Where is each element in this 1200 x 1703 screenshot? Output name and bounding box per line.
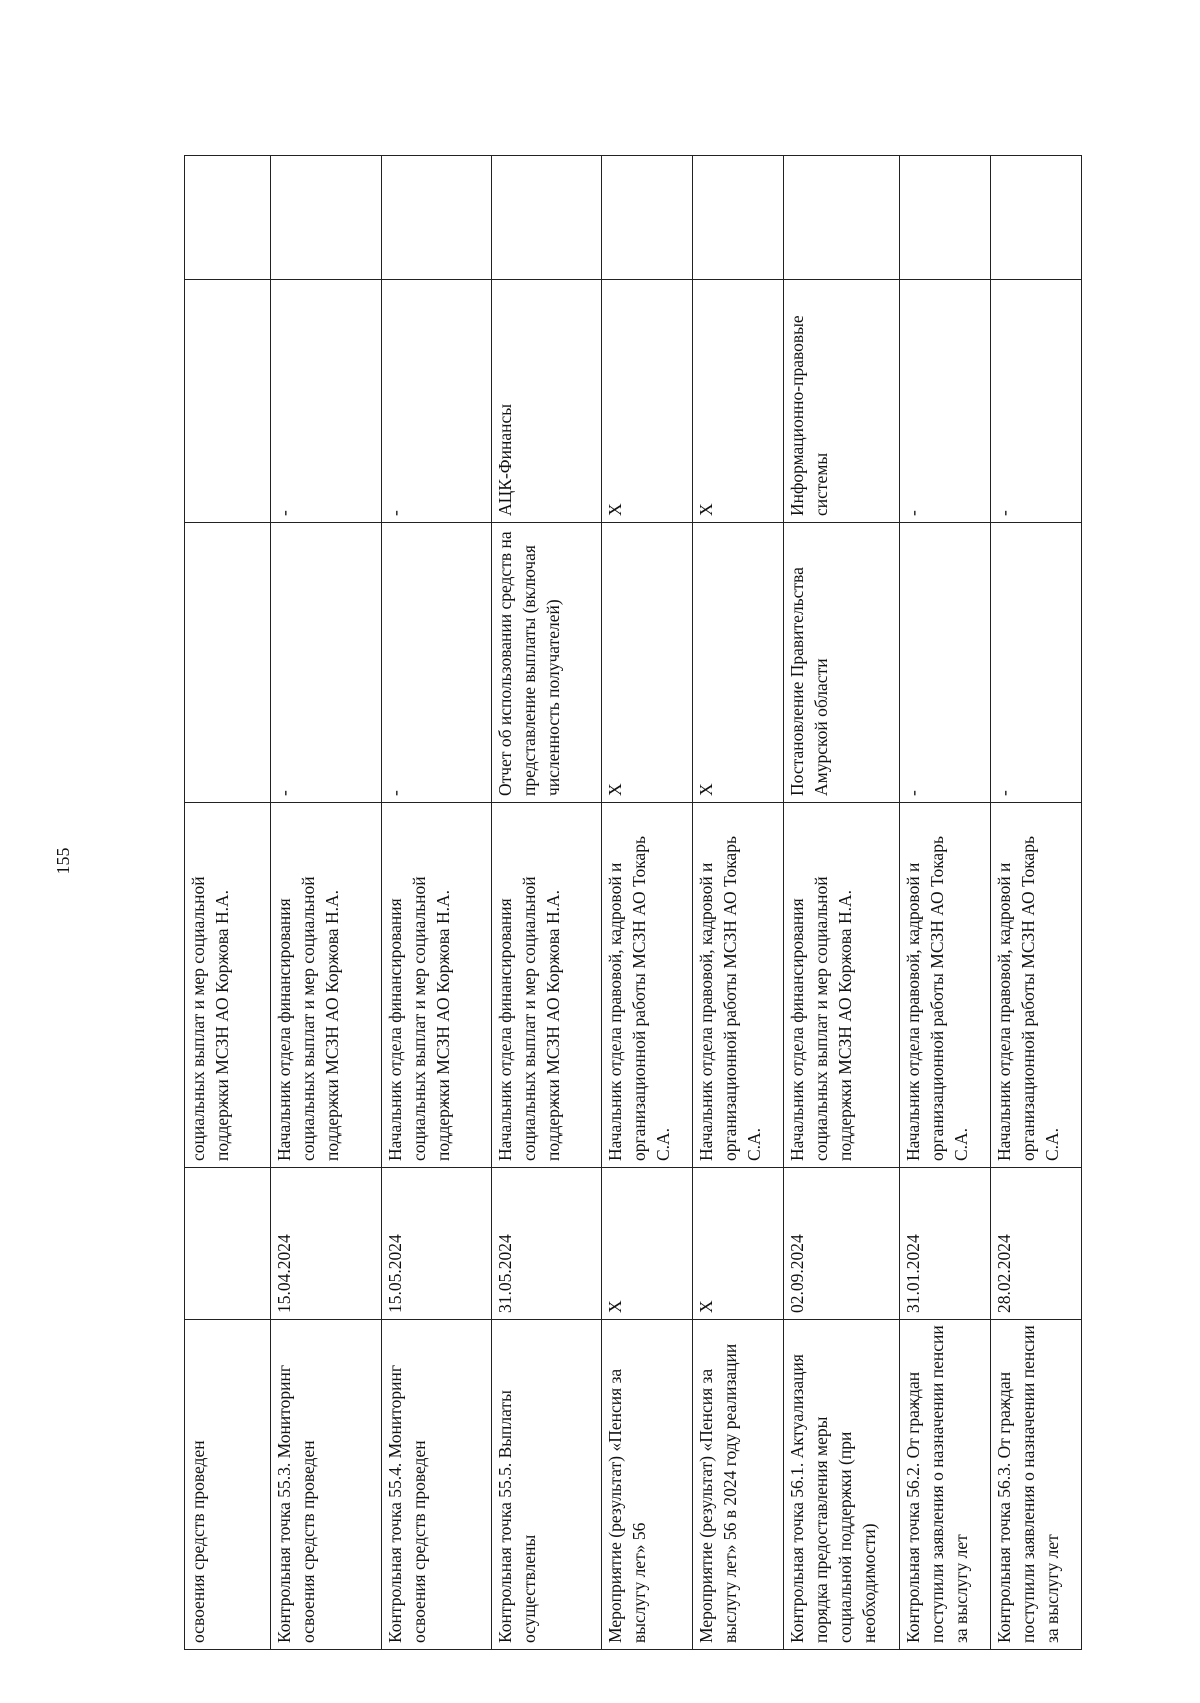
table-cell-responsible: Начальник отдела правовой, кадровой и организационной работы МСЗН АО Токарь С.А. xyxy=(900,803,991,1168)
table-cell-extra xyxy=(900,156,991,280)
rotated-table-container xyxy=(184,156,1082,1650)
table-cell-responsible: Начальник отдела правовой, кадровой и организационной работы МСЗН АО Токарь С.А. xyxy=(602,803,693,1168)
table-cell-date xyxy=(185,1168,271,1320)
table-cell-system: X xyxy=(602,280,693,523)
table-row xyxy=(271,156,381,1650)
table-row xyxy=(185,156,271,1650)
table-cell-name: Контрольная точка 55.5. Выплаты осуществлены xyxy=(491,1320,601,1650)
table-row xyxy=(381,156,491,1650)
table-cell-document: - xyxy=(900,523,991,803)
table-cell-system: - xyxy=(381,280,491,523)
table-row xyxy=(900,156,991,1650)
table-cell-date: 02.09.2024 xyxy=(783,1168,900,1320)
table-cell-document: - xyxy=(381,523,491,803)
table-cell-document: - xyxy=(991,523,1082,803)
table-cell-system: АЦК-Финансы xyxy=(491,280,601,523)
table-cell-system: - xyxy=(900,280,991,523)
table-cell-name: Контрольная точка 55.3. Мониторинг освоения средств проведен xyxy=(271,1320,381,1650)
table-cell-name: Мероприятие (результат) «Пенсия за выслугу лет» 56 xyxy=(602,1320,693,1650)
table-cell-system xyxy=(185,280,271,523)
table-cell-date: X xyxy=(602,1168,693,1320)
table-cell-name: Контрольная точка 56.1. Актуализация порядка предоставления меры социальной поддержки (при необходимости) xyxy=(783,1320,900,1650)
table-cell-document: - xyxy=(271,523,381,803)
table-cell-responsible: социальных выплат и мер социальной поддержки МСЗН АО Коржова Н.А. xyxy=(185,803,271,1168)
table-cell-responsible: Начальник отдела финансирования социальных выплат и мер социальной поддержки МСЗН АО Коржова Н.А. xyxy=(491,803,601,1168)
table-cell-extra xyxy=(692,156,783,280)
table-cell-date: 31.01.2024 xyxy=(900,1168,991,1320)
table-cell-name: Контрольная точка 56.3. От граждан поступили заявления о назначении пенсии за выслугу лет xyxy=(991,1320,1082,1650)
table-cell-name: освоения средств проведен xyxy=(185,1320,271,1650)
table-cell-document: Отчет об использовании средств на представление выплаты (включая численность получателей) xyxy=(491,523,601,803)
table-cell-date: X xyxy=(692,1168,783,1320)
table-cell-date: 15.05.2024 xyxy=(381,1168,491,1320)
table-cell-responsible: Начальник отдела правовой, кадровой и организационной работы МСЗН АО Токарь С.А. xyxy=(692,803,783,1168)
table-cell-extra xyxy=(991,156,1082,280)
table-cell-date: 15.04.2024 xyxy=(271,1168,381,1320)
table-cell-system: Информационно-правовые системы xyxy=(783,280,900,523)
table-body xyxy=(185,156,1082,1650)
table-cell-document: X xyxy=(602,523,693,803)
table-cell-name: Контрольная точка 56.2. От граждан поступили заявления о назначении пенсии за выслугу лет xyxy=(900,1320,991,1650)
table-row xyxy=(491,156,601,1650)
table-row xyxy=(692,156,783,1650)
table-cell-responsible: Начальник отдела правовой, кадровой и организационной работы МСЗН АО Токарь С.А. xyxy=(991,803,1082,1168)
table-cell-extra xyxy=(185,156,271,280)
table-cell-system: - xyxy=(271,280,381,523)
page-number: 155 xyxy=(53,847,73,875)
table-cell-extra xyxy=(602,156,693,280)
table-cell-date: 31.05.2024 xyxy=(491,1168,601,1320)
table-cell-name: Контрольная точка 55.4. Мониторинг освоения средств проведен xyxy=(381,1320,491,1650)
table-cell-responsible: Начальник отдела финансирования социальных выплат и мер социальной поддержки МСЗН АО Коржова Н.А. xyxy=(783,803,900,1168)
table-cell-extra xyxy=(381,156,491,280)
table-row xyxy=(991,156,1082,1650)
table-cell-extra xyxy=(271,156,381,280)
table-row xyxy=(602,156,693,1650)
table-cell-responsible: Начальник отдела финансирования социальных выплат и мер социальной поддержки МСЗН АО Коржова Н.А. xyxy=(381,803,491,1168)
table-cell-extra xyxy=(491,156,601,280)
table-cell-system: - xyxy=(991,280,1082,523)
table-cell-document: X xyxy=(692,523,783,803)
table-cell-date: 28.02.2024 xyxy=(991,1168,1082,1320)
table-cell-responsible: Начальник отдела финансирования социальных выплат и мер социальной поддержки МСЗН АО Коржова Н.А. xyxy=(271,803,381,1168)
table-cell-system: X xyxy=(692,280,783,523)
table-cell-document: Постановление Правительства Амурской области xyxy=(783,523,900,803)
table-row xyxy=(783,156,900,1650)
plan-table xyxy=(184,155,1082,1650)
table-cell-name: Мероприятие (результат) «Пенсия за выслугу лет» 56 в 2024 году реализации xyxy=(692,1320,783,1650)
table-cell-document xyxy=(185,523,271,803)
table-cell-extra xyxy=(783,156,900,280)
